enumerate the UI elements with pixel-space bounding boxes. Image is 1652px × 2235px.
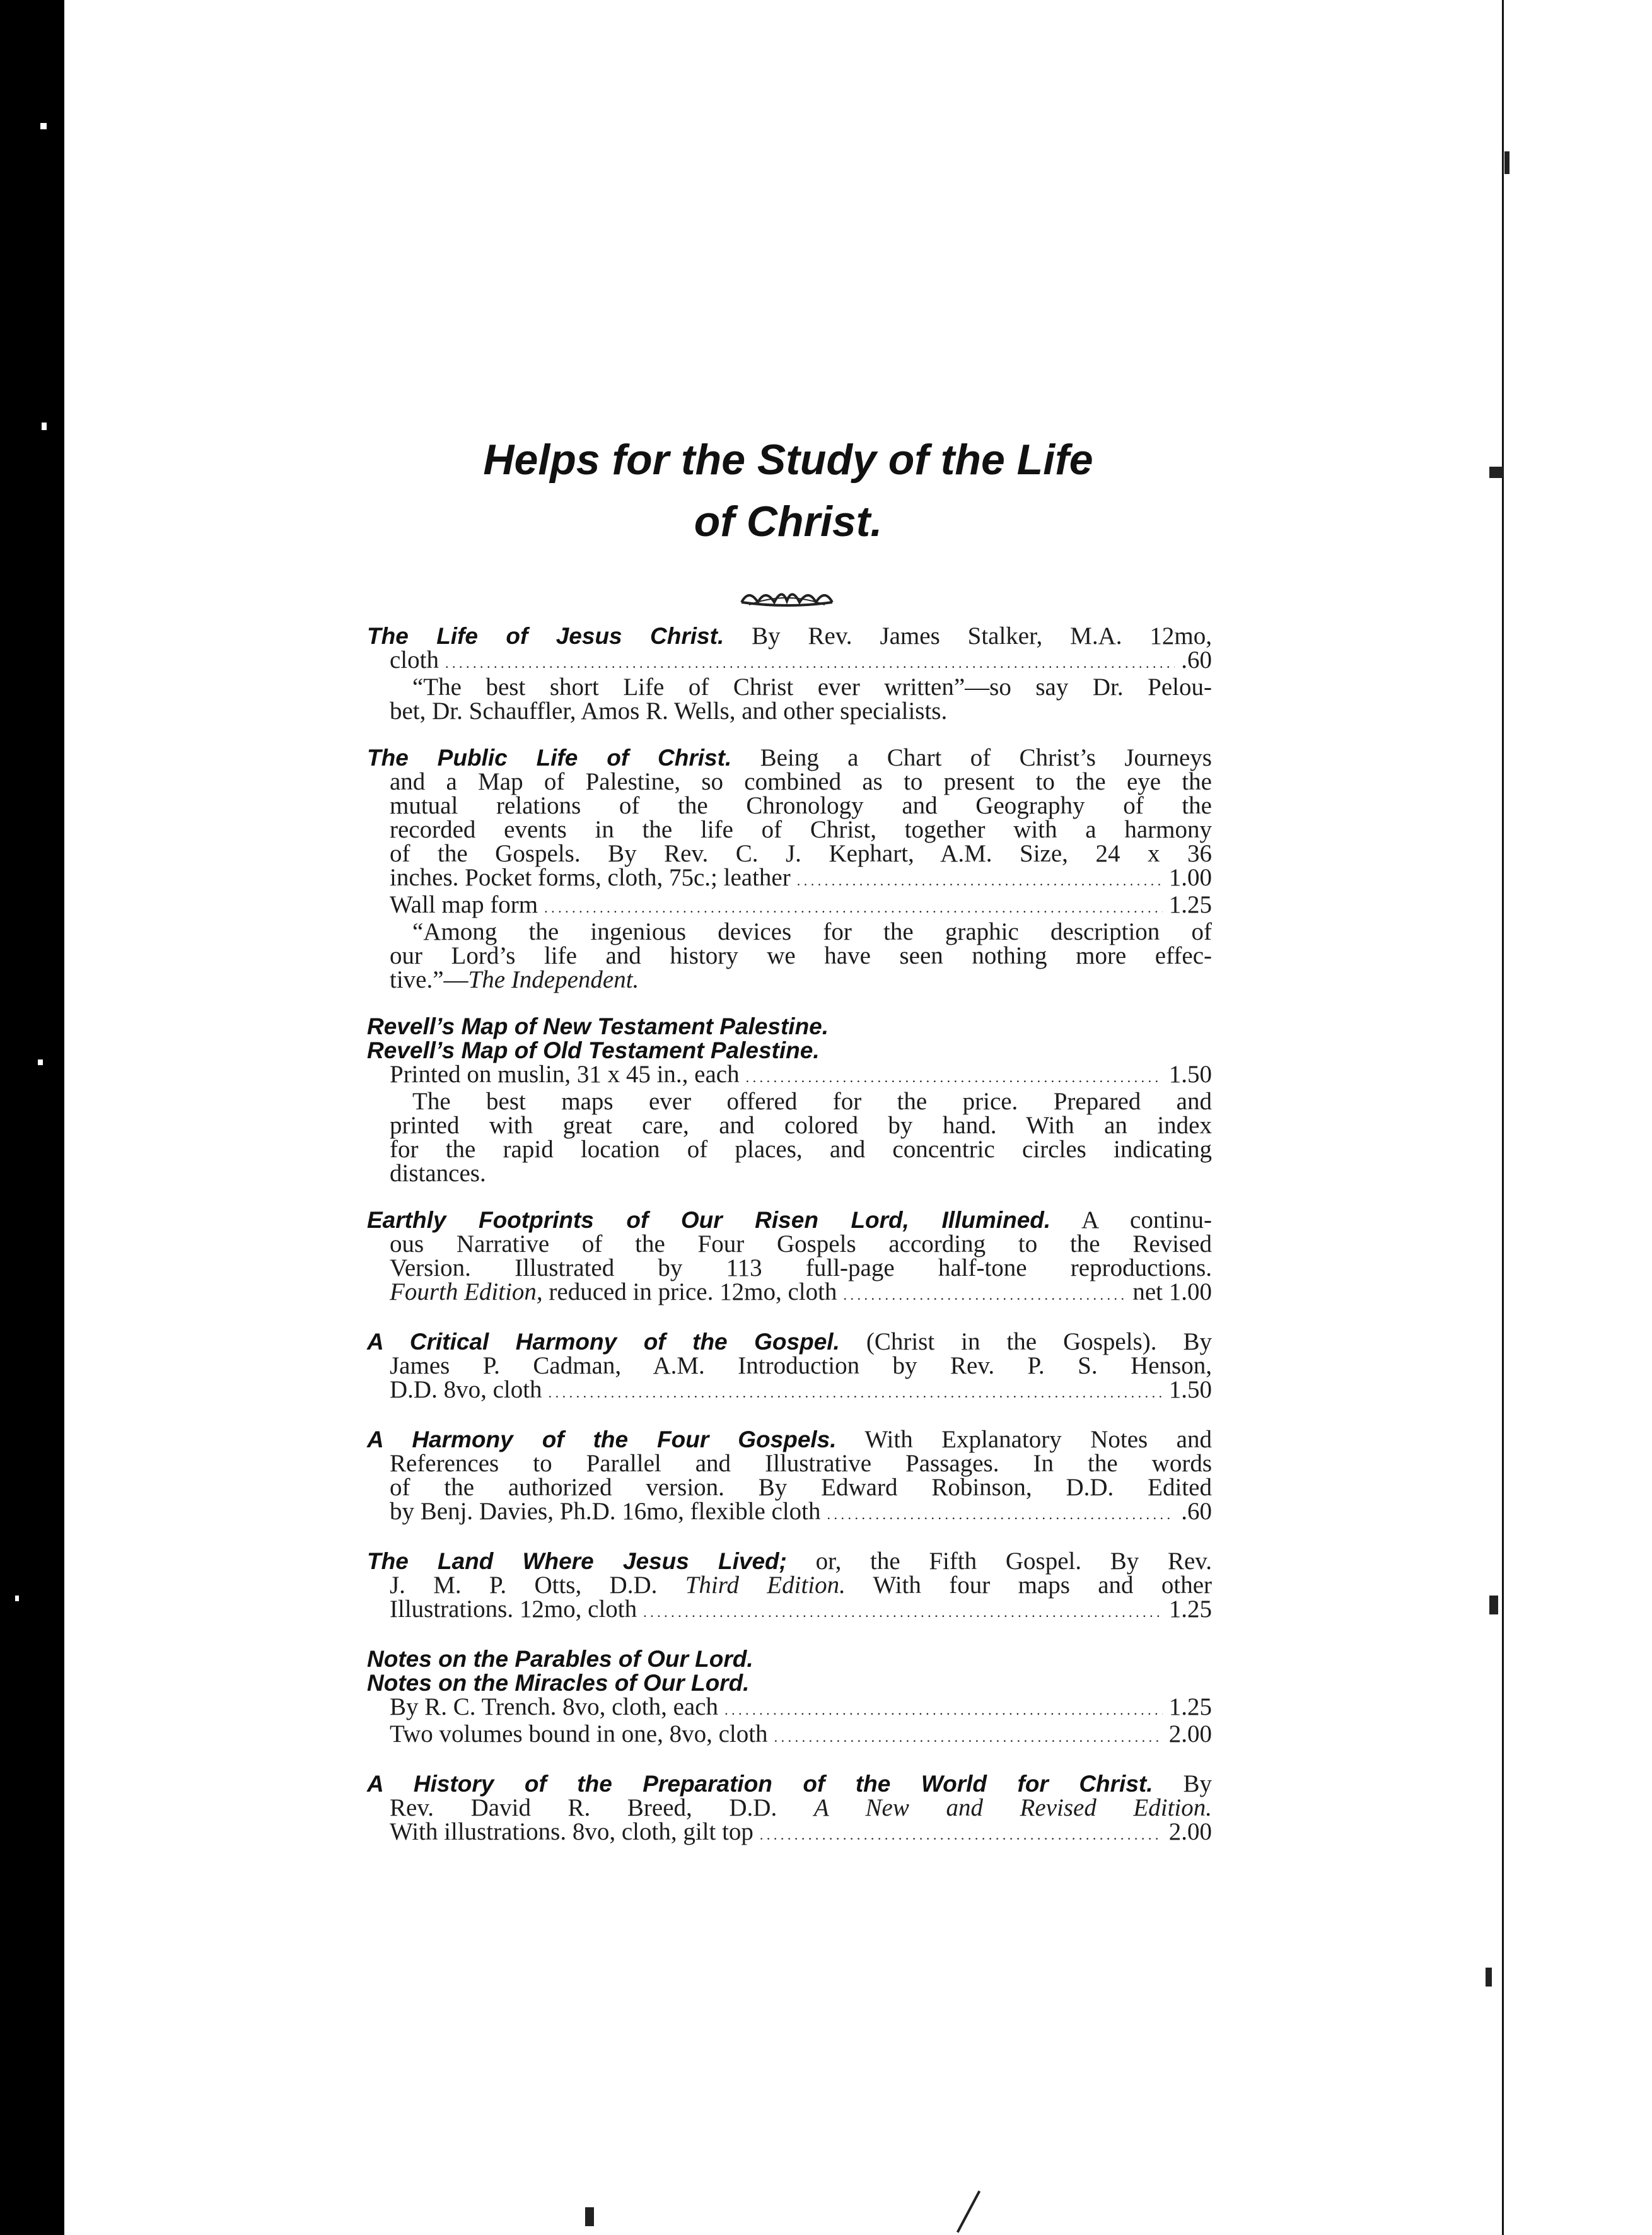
edge-mark [1489,1596,1498,1614]
scan-speck [38,1059,43,1065]
description-line: mutual relations of the Chronology and Geography of the [390,792,1212,819]
book-list [367,624,1212,1847]
leader-dots [760,1820,1163,1847]
book-title: Revell’s Map of Old Testament Palestine. [367,1037,820,1063]
price-description: inches. Pocket forms, cloth, 75c.; leather [390,864,791,891]
price-line [367,1280,1212,1307]
description-line: Rev. David R. Breed, D.D. [390,1794,777,1821]
price: 2.00 [1168,1720,1212,1748]
description-line: for the rapid location of places, and concentric circles indicating [390,1136,1212,1163]
price-description: D.D. 8vo, cloth [390,1376,542,1403]
book-entry [367,1772,1212,1847]
leader-dots [797,866,1163,893]
book-title: The Land Where Jesus Lived; [367,1548,787,1574]
page-title [353,429,1223,552]
price-description: Two volumes bound in one, 8vo, cloth [390,1720,768,1748]
review-quote: our Lord’s life and history we have seen nothing more effec- [390,942,1212,969]
description-line: With four maps and other [873,1572,1212,1599]
book-entry [367,1428,1212,1527]
price: 1.25 [1168,1596,1212,1623]
leader-dots [843,1280,1126,1307]
book-description: By [1183,1770,1213,1797]
book-description: (Christ in the Gospels). By [866,1328,1212,1355]
leader-dots [774,1722,1163,1749]
book-title: A Critical Harmony of the Gospel. [367,1329,840,1355]
price-description: reduced in price. 12mo, cloth [549,1278,837,1305]
price-line [367,1063,1212,1090]
review-quote: bet, Dr. Schauffler, Amos R. Wells, and other specialists. [390,697,948,725]
description-line: Version. Illustrated by 113 full-page half-tone reproductions. [390,1254,1212,1281]
book-description: Being a Chart of Christ’s Journeys [760,744,1212,771]
leader-dots [746,1063,1163,1090]
book-description: With Explanatory Notes and [864,1426,1212,1453]
edge-mark [1486,1968,1492,1987]
price: net 1.00 [1132,1278,1212,1305]
price-description: Wall map form [390,891,538,918]
price-line [367,1820,1212,1847]
book-title: The Public Life of Christ. [367,745,732,771]
book-entry [367,1647,1212,1749]
price-description: by Benj. Davies, Ph.D. 16mo, flexible cloth [390,1498,821,1525]
price-line [367,1378,1212,1405]
price-description: Printed on muslin, 31 x 45 in., each [390,1061,740,1088]
book-entry [367,1015,1212,1186]
book-title: The Life of Jesus Christ. [367,623,724,649]
price-description: With illustrations. 8vo, cloth, gilt top [390,1818,753,1845]
quote-source: The Independent. [468,966,639,993]
description-line: of the authorized version. By Edward Robinson, D.D. Edited [390,1474,1212,1501]
description-line: James P. Cadman, A.M. Introduction by Rev. P. S. Henson, [390,1352,1212,1379]
leader-dots [643,1597,1163,1625]
description-line: of the Gospels. By Rev. C. J. Kephart, A.M. Size, 24 x 36 [390,840,1212,867]
price: 1.50 [1168,1061,1212,1088]
description-line: The best maps ever offered for the price. Prepared and [412,1088,1212,1115]
edition-note: Fourth Edition, [390,1278,543,1305]
leader-dots [724,1695,1163,1722]
leader-dots [445,648,1175,675]
scan-speck [40,123,47,129]
price-line [367,1597,1212,1625]
book-title: Notes on the Miracles of Our Lord. [367,1670,750,1696]
price-description: By R. C. Trench. 8vo, cloth, each [390,1693,719,1720]
page-title-line-2: of Christ. [694,498,883,546]
book-entry [367,624,1212,723]
price: 1.00 [1168,864,1212,891]
scan-speck [15,1596,19,1601]
book-description: or, the Fifth Gospel. By Rev. [815,1548,1212,1575]
book-description: By Rev. James Stalker, M.A. 12mo, [752,622,1212,650]
price: .60 [1181,1498,1212,1525]
description-line: distances. [390,1160,486,1187]
price-description: Illustrations. 12mo, cloth [390,1596,637,1623]
price-line [367,1500,1212,1527]
book-entry [367,1208,1212,1307]
price-description: cloth [390,646,439,674]
leader-dots [549,1378,1163,1405]
book-entry [367,1549,1212,1625]
price-line [367,1695,1212,1722]
description-line: J. M. P. Otts, D.D. [390,1572,658,1599]
review-quote: tive.”— [390,966,468,993]
book-entry [367,1330,1212,1405]
review-quote: “Among the ingenious devices for the graphic description of [412,918,1212,945]
price-line [367,866,1212,893]
leader-dots [544,893,1163,920]
price: 2.00 [1168,1818,1212,1845]
price: 1.25 [1168,1693,1212,1720]
description-line: ous Narrative of the Four Gospels according to the Revised [390,1230,1212,1258]
scan-speck [42,423,47,430]
price-line [367,648,1212,675]
price: 1.25 [1168,891,1212,918]
edition-note: A New and Revised Edition. [813,1794,1212,1821]
price: 1.50 [1168,1376,1212,1403]
book-title: A Harmony of the Four Gospels. [367,1427,837,1452]
edge-mark [1489,467,1503,478]
description-line: References to Parallel and Illustrative Passages. In the words [390,1450,1212,1477]
book-title: Revell’s Map of New Testament Palestine. [367,1013,829,1039]
book-title: A History of the Preparation of the World for Christ. [367,1771,1153,1797]
adjacent-page-edge [1502,0,1652,2235]
price: .60 [1181,646,1212,674]
edition-note: Third Edition. [685,1572,846,1599]
book-title: Notes on the Parables of Our Lord. [367,1646,753,1672]
description-line: and a Map of Palestine, so combined as to present to the eye the [390,768,1212,795]
edge-mark [585,2207,594,2226]
page-title-line-1: Helps for the Study of the Life [483,436,1093,484]
book-title: Earthly Footprints of Our Risen Lord, Illumined. [367,1207,1051,1233]
leader-dots [827,1500,1175,1527]
ornament-icon [736,583,837,611]
price-line [367,1722,1212,1749]
edge-mark [1504,151,1509,174]
description-line: recorded events in the life of Christ, together with a harmony [390,816,1212,843]
price-line [367,893,1212,920]
book-entry [367,746,1212,992]
description-line: printed with great care, and colored by hand. With an index [390,1112,1212,1139]
book-description: A continu- [1081,1206,1212,1234]
review-quote: “The best short Life of Christ ever written”—so say Dr. Pelou- [412,674,1212,701]
